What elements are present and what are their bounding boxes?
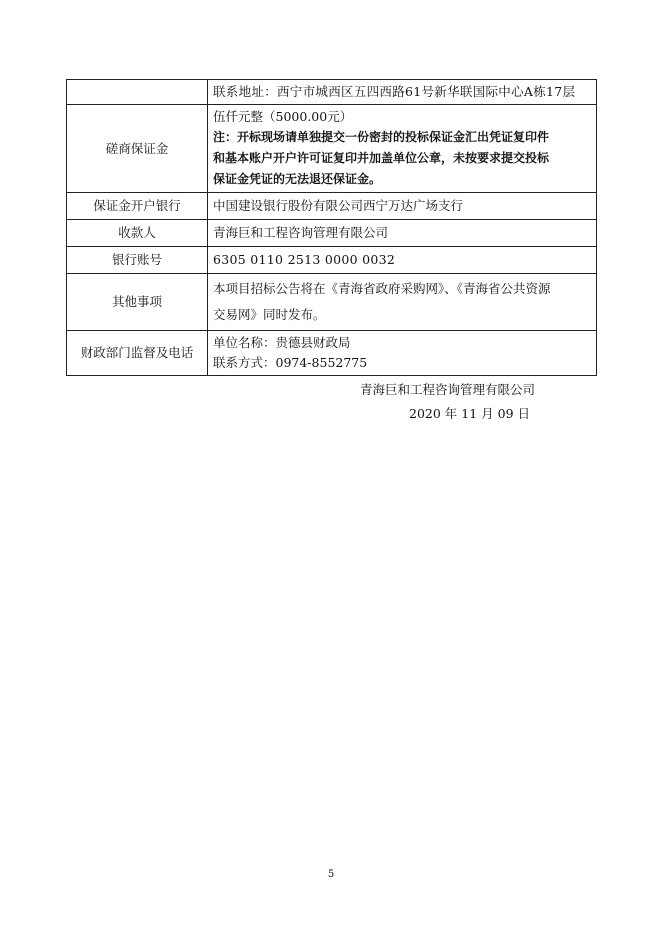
deposit-row bbox=[67, 105, 597, 193]
payee-row bbox=[67, 220, 597, 247]
other-matters-row bbox=[67, 274, 597, 331]
bank-value: 中国建设银行股份有限公司西宁万达广场支行 bbox=[208, 193, 597, 220]
deposit-label: 磋商保证金 bbox=[67, 105, 208, 193]
address-label-cell bbox=[67, 80, 208, 105]
deposit-amount: 伍仟元整（5000.00元） bbox=[213, 109, 353, 124]
other-matters-line-1: 本项目招标公告将在《青海省政府采购网》、《青海省公共资源 bbox=[213, 281, 551, 296]
supervision-row bbox=[67, 331, 597, 376]
bank-row bbox=[67, 193, 597, 220]
account-label: 银行账号 bbox=[67, 247, 208, 274]
address-row bbox=[67, 80, 597, 105]
supervision-contact: 联系方式：0974-8552775 bbox=[213, 355, 368, 370]
footer-company: 青海巨和工程咨询管理有限公司 bbox=[360, 382, 536, 397]
supervision-value-cell bbox=[208, 331, 597, 376]
supervision-label: 财政部门监督及电话 bbox=[67, 331, 208, 376]
account-row bbox=[67, 247, 597, 274]
page-number: 5 bbox=[327, 869, 335, 880]
other-matters-label: 其他事项 bbox=[67, 274, 208, 331]
account-value: 6305 0110 2513 0000 0032 bbox=[208, 247, 597, 274]
deposit-note-line-1: 注：开标现场请单独提交一份密封的投标保证金汇出凭证复印件 bbox=[213, 130, 550, 144]
address-value: 联系地址：西宁市城西区五四西路61号新华联国际中心A栋17层 bbox=[208, 80, 597, 105]
deposit-note-line-3: 保证金凭证的无法退还保证金。 bbox=[213, 172, 382, 186]
other-matters-line-2: 交易网》同时发布。 bbox=[213, 307, 326, 322]
bank-label: 保证金开户银行 bbox=[67, 193, 208, 220]
other-matters-value-cell bbox=[208, 274, 597, 331]
payee-value: 青海巨和工程咨询管理有限公司 bbox=[208, 220, 597, 247]
footer-date: 2020 年 11 月 09 日 bbox=[409, 406, 530, 421]
deposit-note-line-2: 和基本账户开户许可证复印并加盖单位公章，未按要求提交投标 bbox=[213, 151, 550, 165]
deposit-value-cell bbox=[208, 105, 597, 193]
payee-label: 收款人 bbox=[67, 220, 208, 247]
supervision-unit: 单位名称：贵德县财政局 bbox=[213, 335, 351, 350]
tender-info-table bbox=[66, 79, 597, 376]
